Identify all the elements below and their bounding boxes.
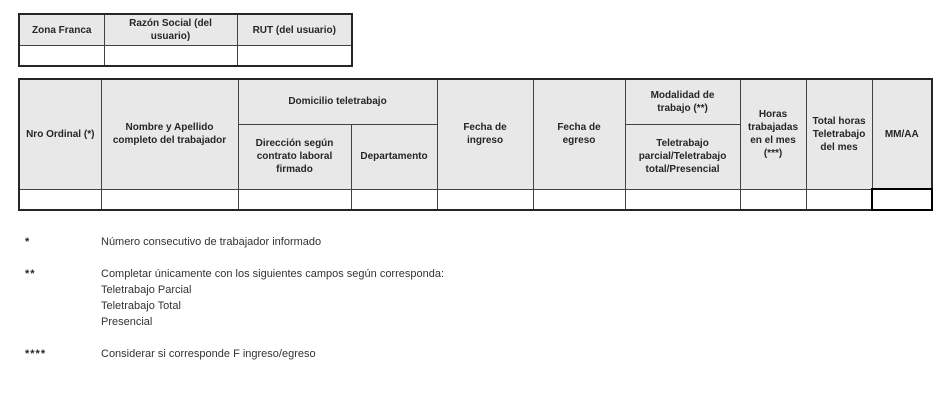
footnote-nro-ordinal [25,234,905,250]
input-cell-modalidad[interactable] [625,189,740,210]
header-departamento: Departamento [351,124,437,189]
user-info-input-row [19,46,352,67]
input-cell-departamento[interactable] [351,189,437,210]
header-fecha-ingreso: Fecha de ingreso [437,79,533,189]
workers-input-row [19,189,932,210]
header-fecha-egreso: Fecha de egreso [533,79,625,189]
footnote-text [101,234,321,250]
header-modalidad-opciones: Teletrabajo parcial/Teletrabajo total/Presencial [625,124,740,189]
input-cell-zona-franca[interactable] [19,46,104,67]
workers-header-row-1 [19,79,932,124]
footnote-line: Teletrabajo Parcial [101,284,192,296]
user-info-header-row [19,14,352,46]
footnotes [25,234,905,378]
input-cell-fecha-egreso[interactable] [533,189,625,210]
user-info-table [18,13,353,67]
header-nombre-apellido: Nombre y Apellido completo del trabajador [101,79,238,189]
input-cell-nombre-apellido[interactable] [101,189,238,210]
footnote-text [101,346,316,362]
header-nro-ordinal: Nro Ordinal (*) [19,79,101,189]
input-cell-total-horas[interactable] [806,189,872,210]
header-rut: RUT (del usuario) [237,14,352,46]
input-cell-rut[interactable] [237,46,352,67]
input-cell-razon-social[interactable] [104,46,237,67]
footnote-line: Teletrabajo Total [101,300,181,312]
header-group-modalidad-trabajo: Modalidad de trabajo (**) [625,79,740,124]
footnote-line: Considerar si corresponde F ingreso/egreso [101,348,316,360]
input-cell-direccion[interactable] [238,189,351,210]
header-direccion-contrato: Dirección según contrato laboral firmado [238,124,351,189]
input-cell-horas-trabajadas[interactable] [740,189,806,210]
input-cell-nro-ordinal[interactable] [19,189,101,210]
workers-table [18,78,933,211]
footnote-line: Completar únicamente con los siguientes campos según corresponda: [101,268,445,280]
header-razon-social: Razón Social (del usuario) [104,14,237,46]
footnote-text [101,266,444,330]
header-horas-trabajadas: Horas trabajadas en el mes (***) [740,79,806,189]
input-cell-mm-aa-selected[interactable] [872,189,932,210]
input-cell-fecha-ingreso[interactable] [437,189,533,210]
header-group-domicilio-teletrabajo: Domicilio teletrabajo [238,79,437,124]
footnote-marker: * [25,236,31,248]
header-total-horas: Total horas Teletrabajo del mes [806,79,872,189]
footnote-marker: ** [25,268,36,280]
footnote-ingreso-egreso [25,346,905,362]
footnote-line: Número consecutivo de trabajador informado [101,236,322,248]
header-zona-franca: Zona Franca [19,14,104,46]
footnote-modalidad [25,266,905,330]
footnote-marker: **** [25,348,47,360]
header-mm-aa: MM/AA [872,79,932,189]
footnote-line: Presencial [101,316,153,328]
